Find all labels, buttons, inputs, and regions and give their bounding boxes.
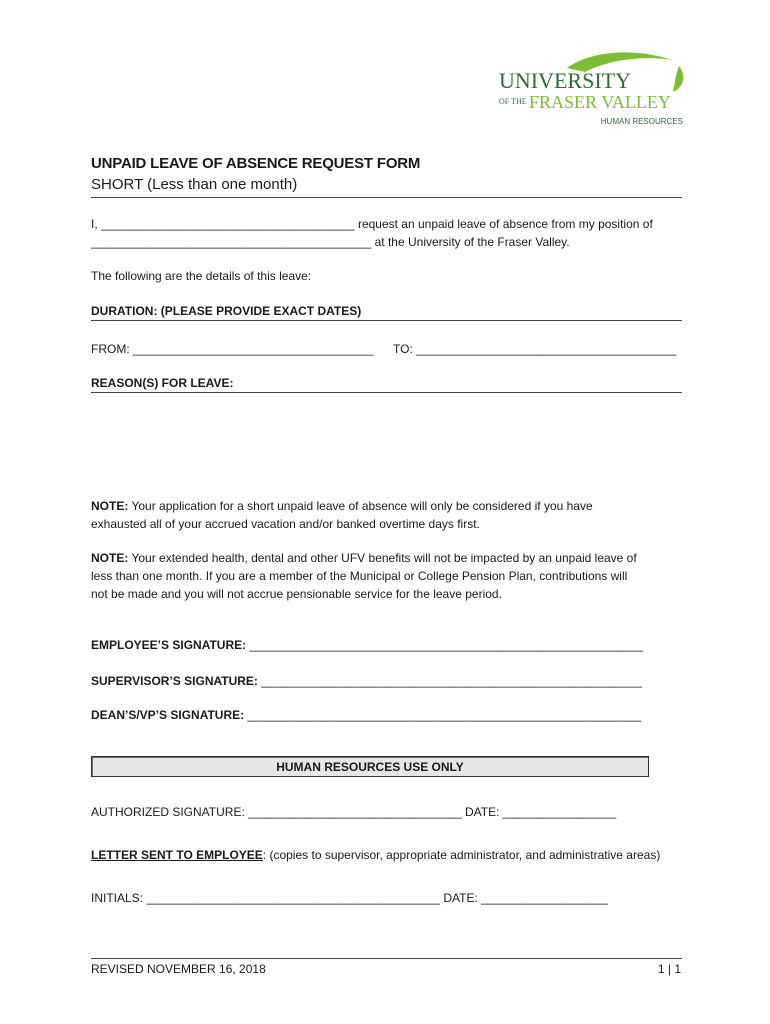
dean-signature-label: DEAN’S/VP’S SIGNATURE:	[91, 708, 245, 722]
duration-divider	[91, 320, 682, 321]
to-date-field[interactable]: TO: _______________________________________	[393, 342, 677, 356]
page-number: 1 | 1	[657, 962, 681, 976]
title-divider	[91, 197, 682, 198]
note-2	[91, 549, 637, 567]
logo-of-the-text: OF THE	[499, 97, 527, 106]
letter-sent-label: LETTER SENT TO EMPLOYEE	[91, 848, 263, 862]
form-title: UNPAID LEAVE OF ABSENCE REQUEST FORM	[91, 155, 421, 172]
note-1-line-2: exhausted all of your accrued vacation and/or banked overtime days first.	[91, 517, 480, 531]
hr-use-only-banner: HUMAN RESOURCES USE ONLY	[91, 756, 649, 777]
intro-line-1[interactable]: I, ______________________________________ request an unpaid leave of absence from my position of	[91, 217, 653, 231]
logo-dept-text: HUMAN RESOURCES	[600, 117, 683, 126]
letter-sent-note: : (copies to supervisor, appropriate administrator, and administrative areas)	[262, 848, 661, 862]
note-2-line-3: not be made and you will not accrue pensionable service for the leave period.	[91, 587, 502, 601]
revised-date: REVISED NOVEMBER 16, 2018	[91, 962, 266, 976]
logo-fraser-valley-text: FRASER VALLEY	[529, 92, 671, 112]
reasons-input-area[interactable]	[91, 396, 682, 488]
note-2-text: Your extended health, dental and other UFV benefits will not be impacted by an unpaid leave of	[128, 551, 637, 565]
note-1-label: NOTE:	[91, 499, 129, 513]
employee-signature-line[interactable]: ___________________________________________________________	[246, 638, 644, 652]
authorized-signature-field[interactable]: AUTHORIZED SIGNATURE: ________________________________ DATE: _________________	[91, 805, 617, 819]
supervisor-signature-label: SUPERVISOR’S SIGNATURE:	[91, 674, 258, 688]
note-2-line-2: less than one month. If you are a member of the Municipal or College Pension Plan, contributions will	[91, 569, 628, 583]
supervisor-signature-field[interactable]	[91, 672, 642, 690]
reasons-heading: REASON(S) FOR LEAVE:	[91, 376, 234, 390]
details-intro: The following are the details of this leave:	[91, 269, 312, 283]
intro-line-2[interactable]: __________________________________________ at the University of the Fraser Valley.	[91, 235, 570, 249]
letter-sent-row	[91, 846, 660, 864]
from-date-field[interactable]: FROM: ____________________________________	[91, 342, 374, 356]
logo-leaf-icon	[673, 66, 683, 92]
duration-heading: DURATION: (PLEASE PROVIDE EXACT DATES)	[91, 304, 362, 318]
logo-university-text: UNIVERSITY	[499, 68, 631, 93]
employee-signature-label: EMPLOYEE’S SIGNATURE:	[91, 638, 247, 652]
employee-signature-field[interactable]	[91, 636, 643, 654]
reasons-divider	[91, 392, 682, 393]
note-1	[91, 497, 593, 515]
dean-signature-line[interactable]: ___________________________________________________________	[244, 708, 642, 722]
note-2-label: NOTE:	[91, 551, 129, 565]
form-subtitle: SHORT (Less than one month)	[91, 176, 298, 193]
ufv-logo	[497, 48, 689, 128]
dean-signature-field[interactable]	[91, 706, 641, 724]
supervisor-signature-line[interactable]: _________________________________________________________	[257, 674, 642, 688]
initials-field[interactable]: INITIALS: ____________________________________________ DATE: ___________________	[91, 891, 608, 905]
note-1-text: Your application for a short unpaid leave of absence will only be considered if you have	[128, 499, 593, 513]
footer-divider	[91, 958, 682, 959]
